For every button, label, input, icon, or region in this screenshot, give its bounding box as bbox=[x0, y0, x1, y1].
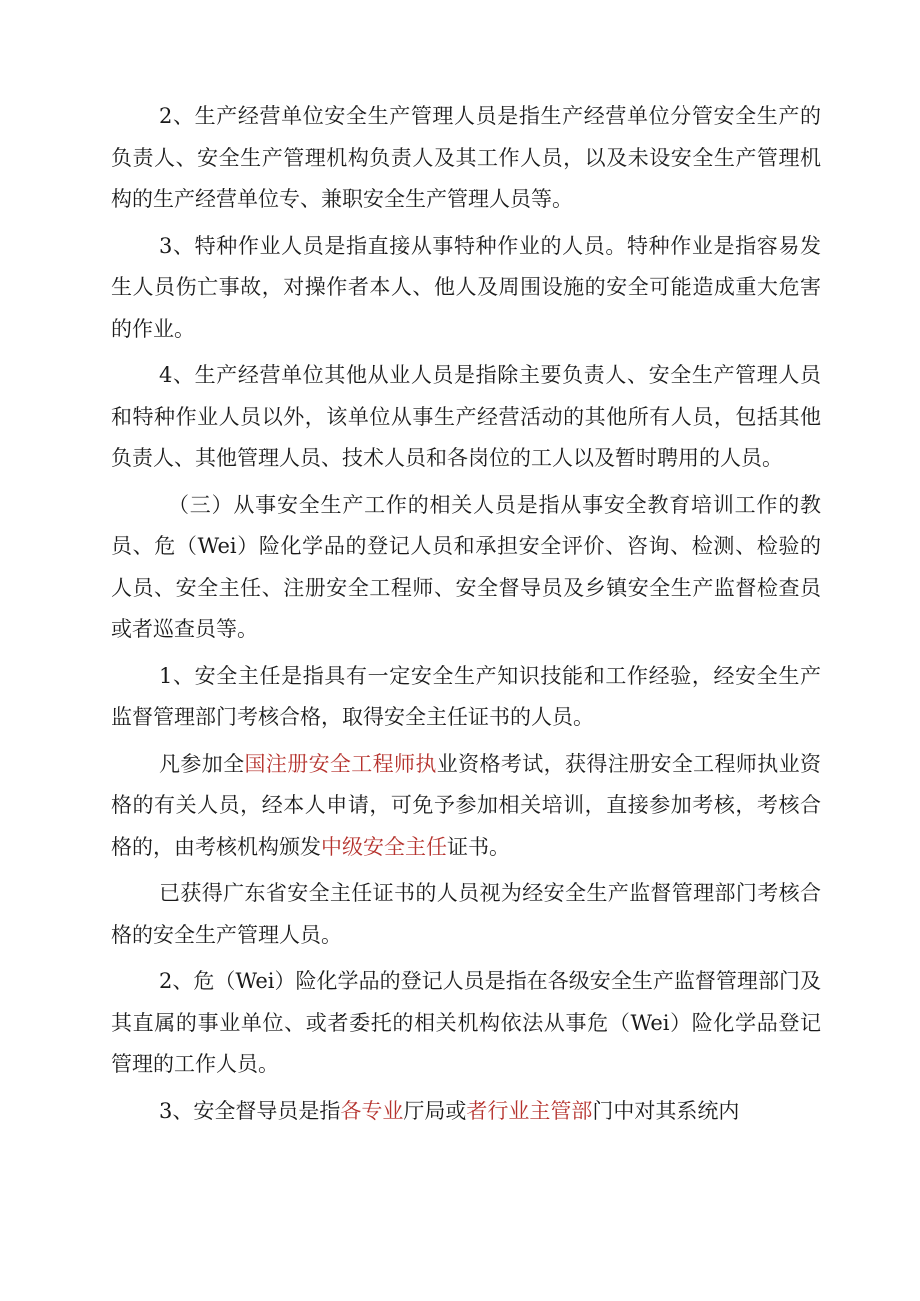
red-highlight-text: 各专业 bbox=[340, 1098, 404, 1123]
paragraph-text: 3、安全督导员是指 bbox=[159, 1098, 341, 1123]
red-highlight-text: 国注册安全工程师执 bbox=[244, 751, 437, 776]
paragraph-text: 厅局或 bbox=[403, 1098, 467, 1123]
paragraph-text: 2、生产经营单位安全生产管理人员是指生产经营单位分管安全生产的负责人、安全生产管理机构负责人及其工作人员，以及未设安全生产管理机构的生产经营单位专、兼职安全生产管理人员等。 bbox=[111, 104, 821, 211]
paragraph-text: 证书。 bbox=[447, 834, 510, 859]
paragraph-text: 已获得广东省安全主任证书的人员视为经安全生产监督管理部门考核合格的安全生产管理人员。 bbox=[111, 881, 821, 947]
paragraph-text: 3、特种作业人员是指直接从事特种作业的人员。特种作业是指容易发生人员伤亡事故，对操作者本人、他人及周围设施的安全可能造成重大危害的作业。 bbox=[111, 233, 821, 341]
paragraph-3-safety-supervisor bbox=[111, 1091, 821, 1133]
paragraph-2-hazardous-chemicals bbox=[111, 961, 821, 1086]
paragraph-text: 业资格考试，获得注册安全工程师执业资格的有关人员，经本人申请，可免予参加相关培训，直接参加考核，考核合格的，由考核机构颁发 bbox=[111, 751, 822, 859]
paragraph-text: 1、安全主任是指具有一定安全生产知识技能和工作经验，经安全生产监督管理部门考核合格，取得安全主任证书的人员。 bbox=[111, 663, 821, 729]
paragraph-4-other-staff bbox=[111, 355, 821, 480]
paragraph-guangdong-certificate bbox=[111, 873, 821, 956]
paragraph-text: 2、危（Wei）险化学品的登记人员是指在各级安全生产监督管理部门及其直属的事业单位、或者委托的相关机构依法从事危（Wei）险化学品登记管理的工作人员。 bbox=[111, 969, 821, 1076]
red-highlight-text: 者行业主管部 bbox=[466, 1098, 593, 1123]
paragraph-section-3-related-personnel bbox=[111, 485, 821, 651]
paragraph-2-management-staff bbox=[111, 96, 821, 221]
paragraph-text: 凡参加全 bbox=[159, 751, 245, 776]
red-highlight-text: 中级安全主任 bbox=[321, 834, 447, 859]
paragraph-text: 4、生产经营单位其他从业人员是指除主要负责人、安全生产管理人员和特种作业人员以外，该单位从事生产经营活动的其他所有人员，包括其他负责人、其他管理人员、技术人员和各岗位的工人以及暂时聘用的人员。 bbox=[111, 363, 821, 470]
paragraph-text: 门中对其系统内 bbox=[592, 1098, 740, 1123]
document-body bbox=[111, 96, 821, 1137]
paragraph-registered-engineer-exam bbox=[111, 744, 821, 869]
paragraph-text: （三）从事安全生产工作的相关人员是指从事安全教育培训工作的教员、危（Wei）险化学品的登记人员和承担安全评价、咨询、检测、检验的人员、安全主任、注册安全工程师、安全督导员及乡镇安全生产监督检查员或者巡查员等。 bbox=[111, 492, 821, 641]
paragraph-1-safety-director bbox=[111, 656, 821, 739]
paragraph-3-special-operations bbox=[111, 226, 821, 351]
